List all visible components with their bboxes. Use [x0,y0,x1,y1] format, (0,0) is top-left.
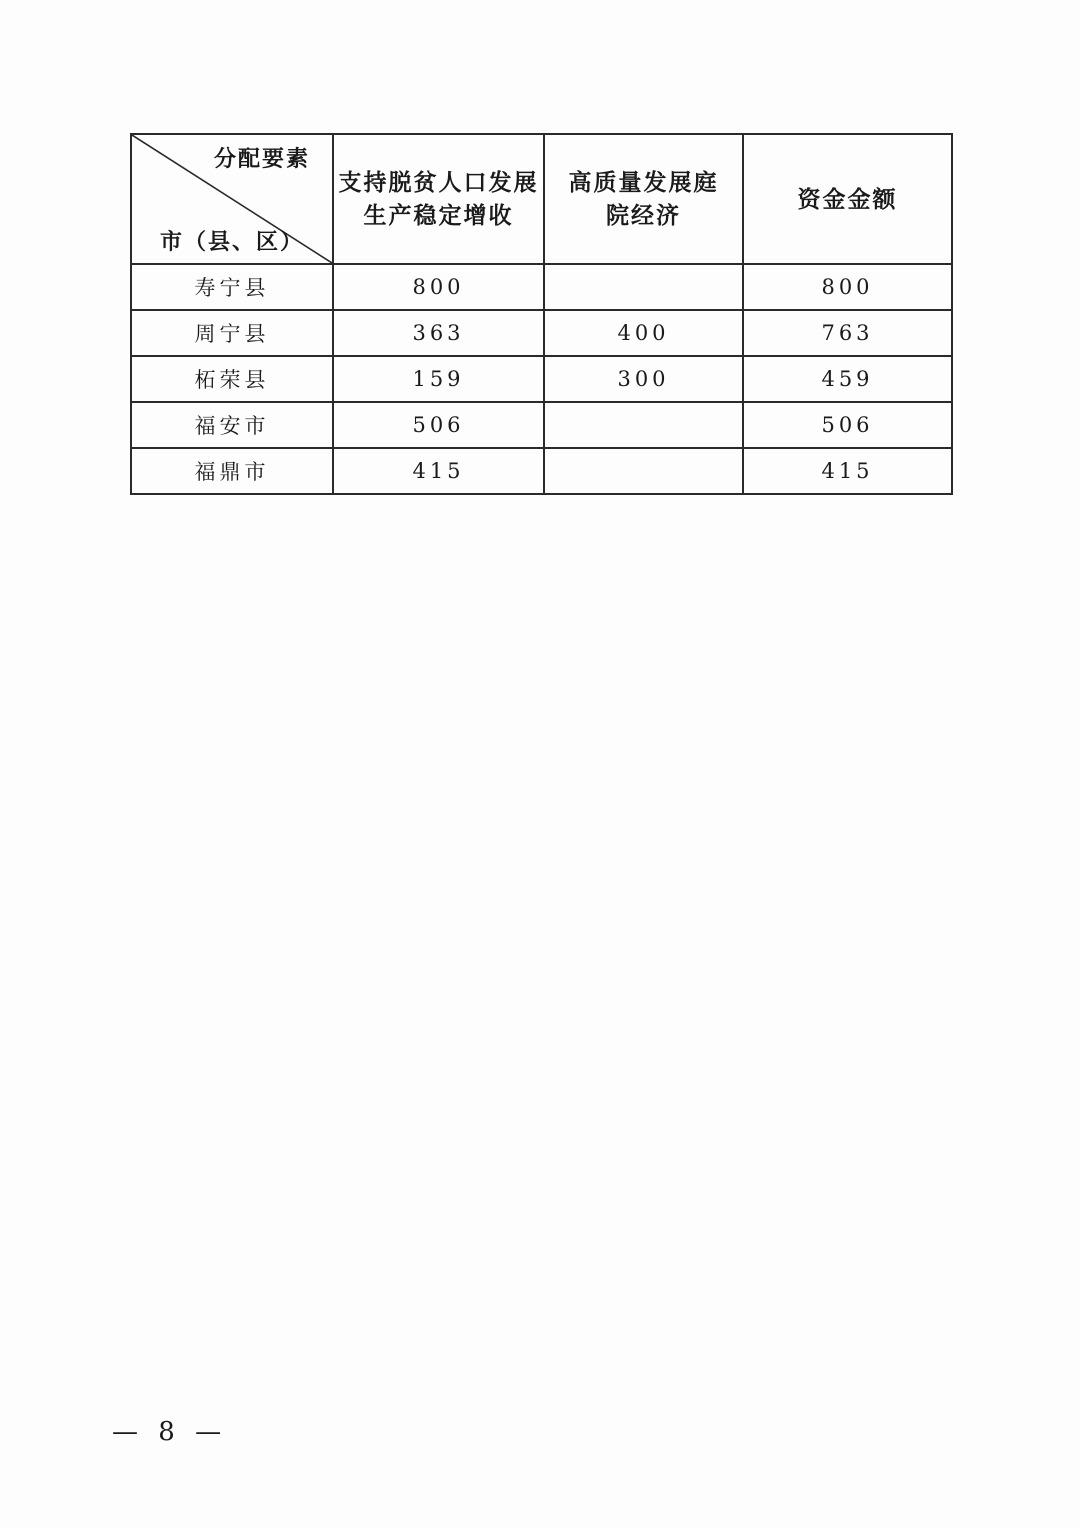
corner-header-cell [131,134,333,264]
allocation-table [130,133,953,495]
value-cell: 363 [333,310,544,356]
total-cell: 763 [743,310,952,356]
corner-header-bottom-label: 市（县、区） [160,229,305,255]
column-header-fund-amount: 资金金额 [743,134,952,264]
region-cell: 寿宁县 [131,264,333,310]
region-cell: 福鼎市 [131,448,333,494]
value-cell [544,264,743,310]
column-header-support-income: 支持脱贫人口发展生产稳定增收 [333,134,544,264]
page-number: — 8 — [112,1417,228,1447]
table-row [131,402,952,448]
value-cell: 300 [544,356,743,402]
column-header-courtyard-economy: 高质量发展庭院经济 [544,134,743,264]
value-cell: 159 [333,356,544,402]
table-row [131,264,952,310]
value-cell: 506 [333,402,544,448]
table-row [131,448,952,494]
table-row [131,310,952,356]
total-cell: 415 [743,448,952,494]
value-cell [544,402,743,448]
table-row [131,356,952,402]
region-cell: 福安市 [131,402,333,448]
region-cell: 柘荣县 [131,356,333,402]
table-header-row [131,134,952,264]
corner-header-top-label: 分配要素 [213,146,310,172]
value-cell: 400 [544,310,743,356]
total-cell: 459 [743,356,952,402]
value-cell: 415 [333,448,544,494]
total-cell: 800 [743,264,952,310]
value-cell: 800 [333,264,544,310]
region-cell: 周宁县 [131,310,333,356]
total-cell: 506 [743,402,952,448]
value-cell [544,448,743,494]
